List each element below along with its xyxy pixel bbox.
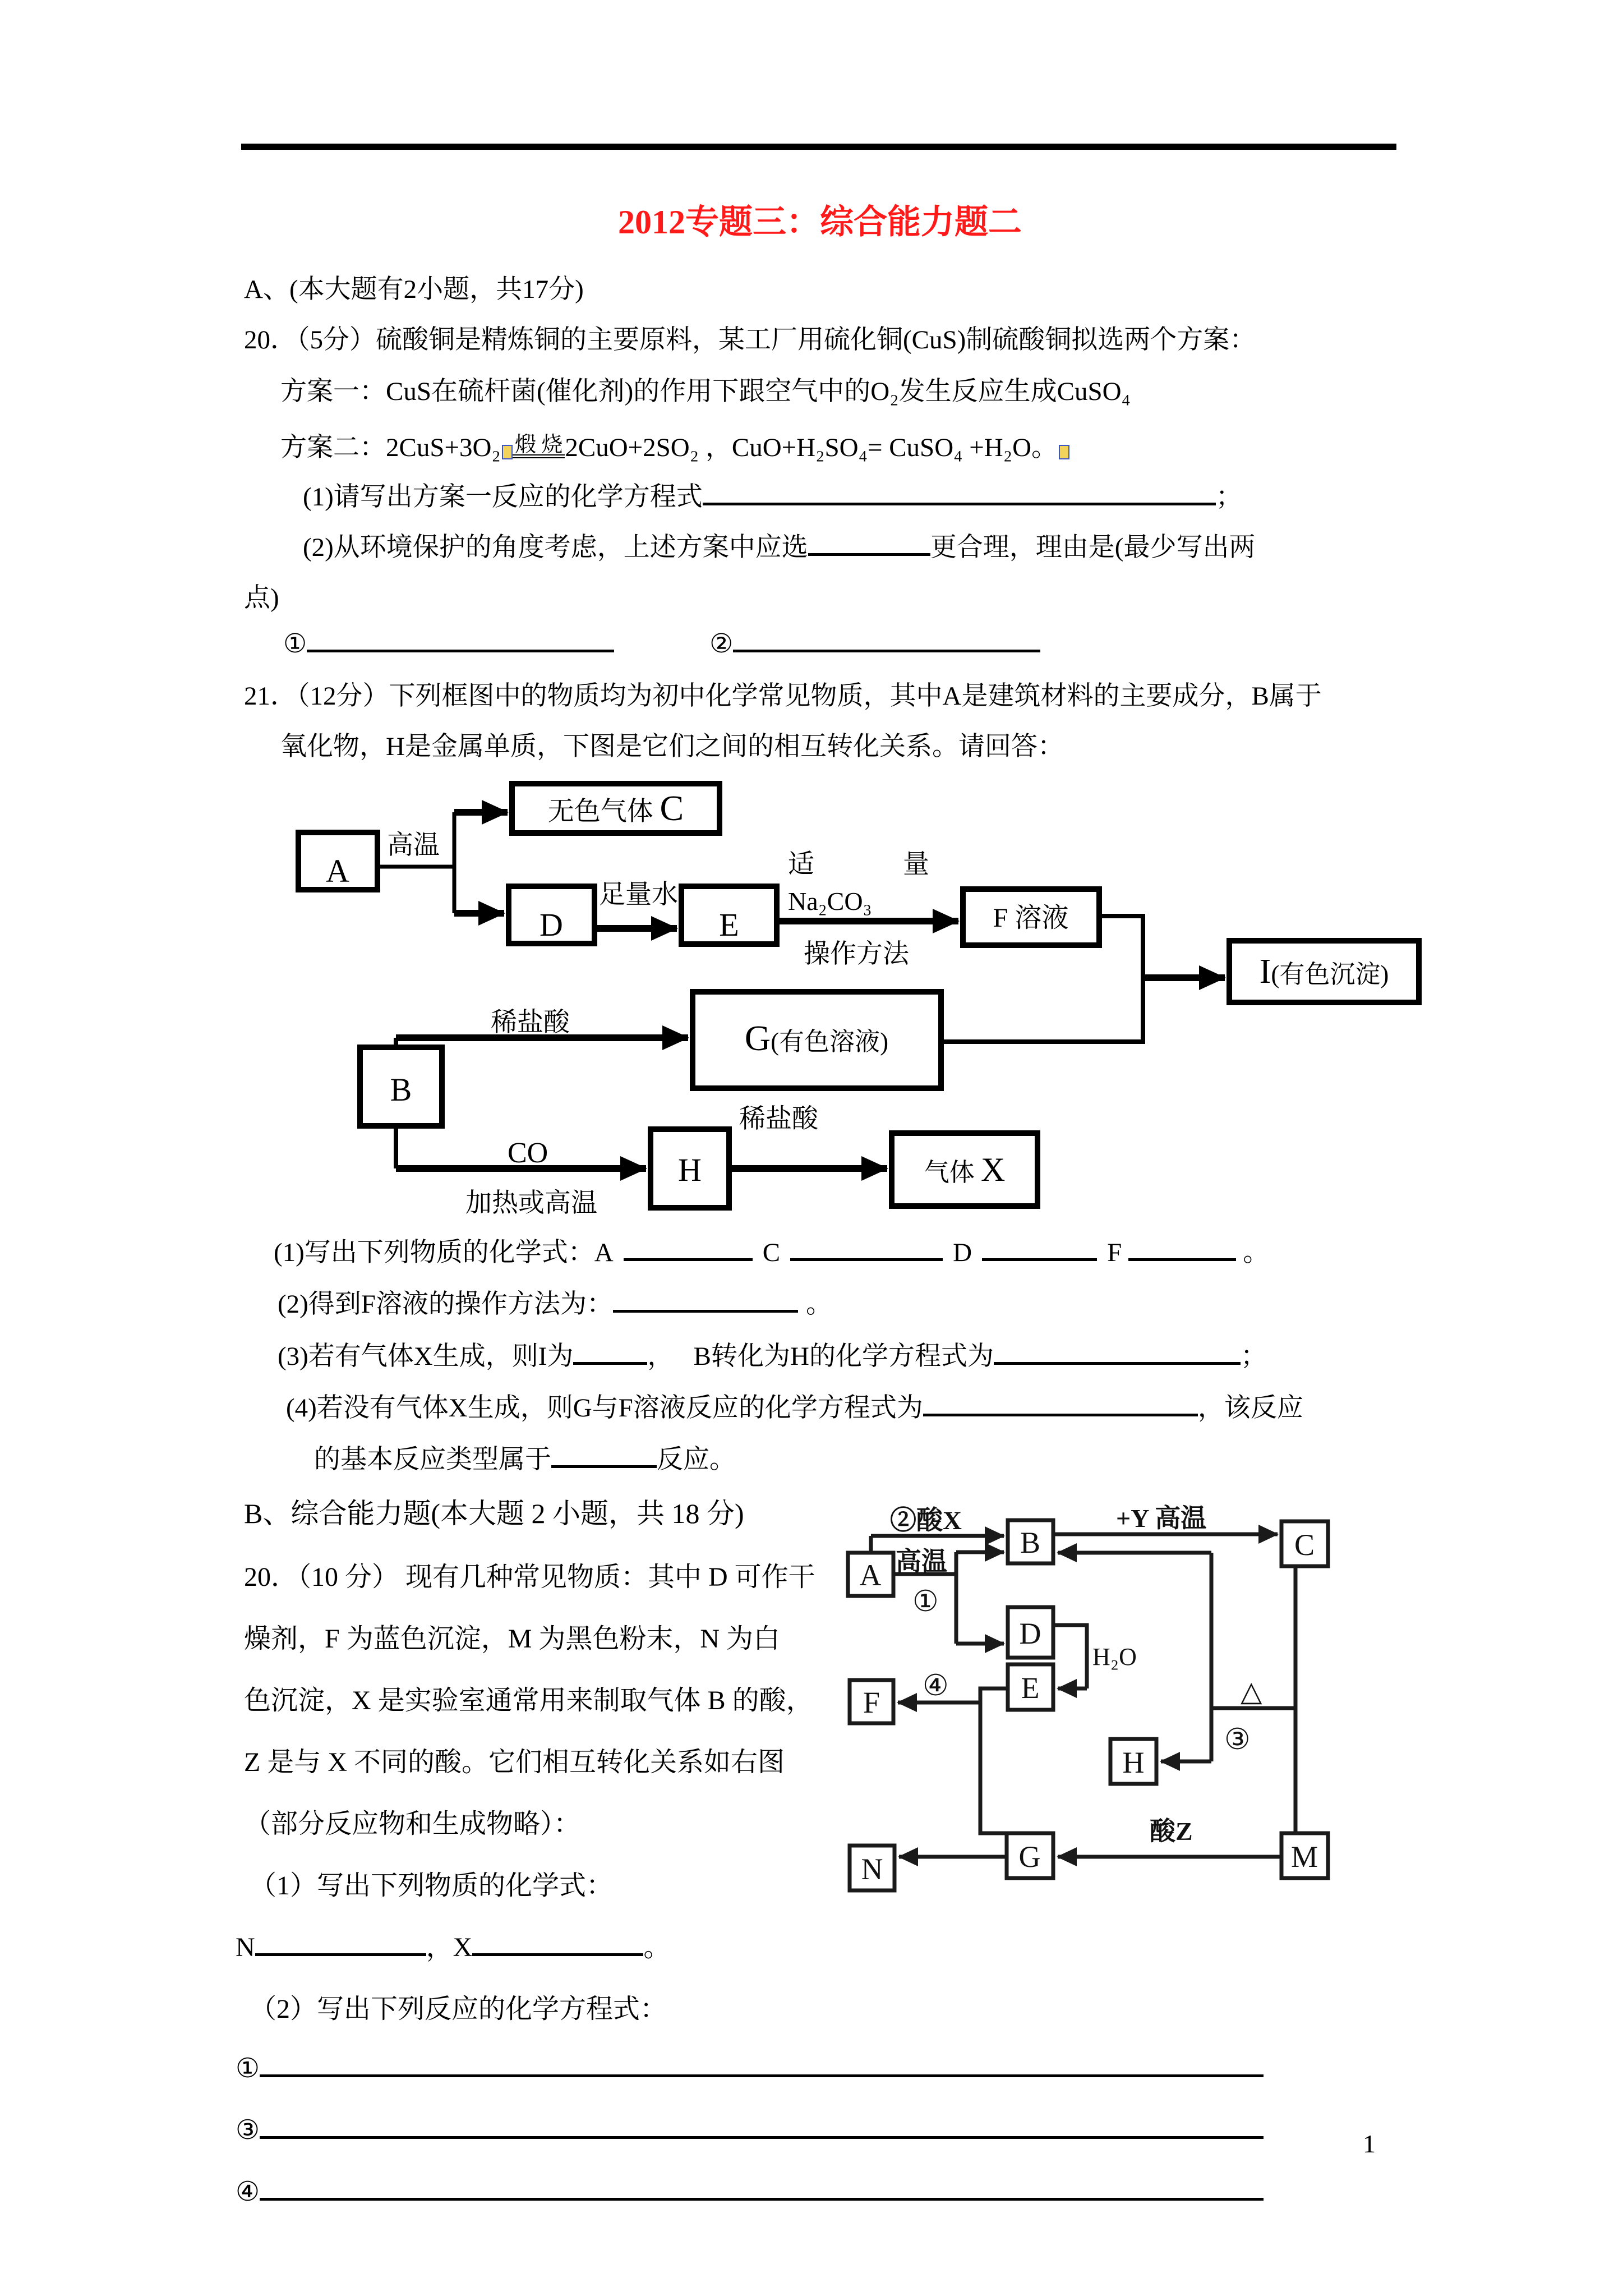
header-rule [241,144,1396,150]
page-number: 1 [1363,2129,1376,2158]
blank-line [255,1927,426,1956]
box-G-label: G(有色溶液) [744,1018,889,1058]
box-A-label: A [326,853,349,889]
q20-part2-wrap: 点) [244,583,279,613]
scan-artifact [1059,445,1069,459]
box-A2-label: A [859,1558,882,1592]
blank-line [982,1232,1097,1261]
blank-line [260,2172,1264,2201]
q21-part3: (3)若有气体X生成，则I为 ， B转化为H的化学方程式为 ； [278,1335,1267,1373]
box-N2-label: N [861,1852,883,1886]
box-B2-label: B [1020,1526,1041,1559]
label-shiliang-1: 适 [788,850,814,879]
blank-line [260,2049,1264,2077]
label-co: CO [508,1137,548,1169]
label-jiare: 加热或高温 [465,1189,597,1218]
label-zuliangshui: 足量水 [599,880,678,909]
b20-eq4: ④ [236,2172,1264,2207]
label-circle4: ④ [923,1670,949,1702]
q20-scheme1: 方案一：CuS在硫杆菌(催化剂)的作用下跟空气中的O₂发生反应生成CuSO₄ [280,377,1131,406]
q20-part2: (2)从环境保护的角度考虑，上述方案中应选 更合理，理由是(最少写出两 [303,526,1255,564]
blank-line [260,2110,1264,2139]
box-E-label: E [719,907,739,943]
blank-line [808,527,930,556]
b20-line4: Z 是与 X 不同的酸。它们相互转化关系如右图 [244,1747,785,1777]
box-I-label: I(有色沉淀) [1259,953,1389,991]
label-gaowen: 高温 [387,831,440,860]
box-F2-label: F [863,1686,880,1719]
box-C2-label: C [1294,1528,1315,1562]
box-G2-label: G [1018,1840,1041,1874]
b20-line3: 色沉淀，X 是实验室通常用来制取气体 B 的酸， [244,1686,813,1715]
box-B-label: B [390,1071,412,1108]
q21-stem1: 21．（12分）下列框图中的物质均为初中化学常见物质，其中A是建筑材料的主要成分，B属于 [244,682,1322,711]
box-D2-label: D [1019,1617,1041,1650]
label-xiyansuan-1: 稀盐酸 [491,1008,570,1037]
blank-line [624,1232,753,1261]
box-H-label: H [678,1152,702,1188]
box-H2-label: H [1122,1746,1145,1779]
q21-part1: (1)写出下列物质的化学式：A C D F 。 [274,1231,1269,1269]
label-circle3: ③ [1224,1724,1251,1756]
page-title: 2012专题三：综合能力题二 [618,204,1022,241]
diagram2-text [860,1504,1318,1886]
q20-part1: (1)请写出方案一反应的化学方程式 ； [303,476,1242,513]
b20-q1-blanks: N ，X 。 [236,1925,670,1964]
b20-line5: （部分反应物和生成物略）： [244,1809,581,1839]
q21-part2: (2)得到F溶液的操作方法为： 。 [278,1283,832,1320]
b20-q1-heading: （1）写出下列物质的化学式： [250,1871,614,1901]
box-X-label: 气体 X [924,1151,1006,1188]
label-suanZ: 酸Z [1150,1817,1193,1846]
blank-line [790,1232,943,1261]
box-C-label: 无色气体 C [547,788,684,828]
b20-q2-heading: （2）写出下列反应的化学方程式： [250,1994,667,2024]
blank-line [613,1284,798,1313]
blank-line [307,624,614,652]
label-caozuofangfa: 操作方法 [804,940,909,969]
q21-part4: (4)若没有气体X生成，则G与F溶液反应的化学方程式为 ，该反应 [286,1387,1303,1424]
b20-line2: 燥剂，F 为蓝色沉淀，M 为黑色粉末，N 为白 [244,1624,781,1654]
scan-artifact [502,445,513,459]
reaction-condition: 煅 烧 [513,435,565,458]
diagram1-boxes [298,784,1419,1208]
q20-stem: 20．（5分）硫酸铜是精炼铜的主要原料，某工厂用硫化铜(CuS)制硫酸铜拟选两个方案： [244,325,1256,355]
box-F-label: F 溶液 [993,903,1069,933]
diagram-1 [247,780,1436,1234]
box-E2-label: E [1021,1671,1040,1705]
blank-line [994,1336,1241,1365]
label-suanX: ②酸X [890,1506,962,1535]
q21-part4-wrap: 的基本反应类型属于 反应。 [314,1438,736,1476]
q20-reasons: ① ② [283,624,1040,659]
q20-scheme2: 方案二：2CuS+3O₂ 煅 烧 2CuO+2SO₂ ，CuO+H₂SO₄= CuSO₄ +H₂O。 [280,426,1069,464]
b20-eq1: ① [236,2049,1264,2084]
diagram-2 [813,1487,1357,1913]
label-plusY: +Y 高温 [1116,1504,1207,1533]
box-M2-label: M [1290,1840,1318,1874]
q21-stem2: 氧化物，H是金属单质，下图是它们之间的相互转化关系。请回答： [280,732,1064,761]
label-gaowen2: 高温 [896,1547,947,1576]
sectionA-heading: A、(本大题有2小题，共17分) [244,275,584,304]
label-circle1: ① [912,1586,939,1618]
blank-line [923,1388,1198,1416]
blank-line [733,624,1040,652]
blank-line [573,1336,647,1365]
blank-line [703,477,1216,505]
label-h2o: H₂O [1092,1643,1137,1671]
label-na2co3: Na₂CO₃ [788,887,872,915]
label-xiyansuan-2: 稀盐酸 [739,1105,818,1134]
b20-line1: 20．（10 分） 现有几种常见物质：其中 D 可作干 [244,1562,815,1592]
blank-line [472,1927,643,1956]
label-shiliang-2: 量 [903,850,929,879]
blank-line [1128,1232,1236,1261]
label-delta: △ [1241,1676,1262,1707]
blank-line [551,1439,657,1468]
b20-eq3: ③ [236,2110,1264,2146]
sectionB-heading: B、综合能力题(本大题 2 小题，共 18 分) [244,1498,744,1529]
box-D-label: D [540,907,563,943]
